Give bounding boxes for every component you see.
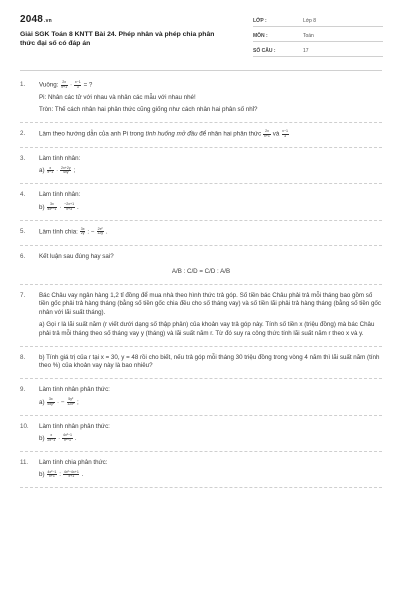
numerator: 4x²−1 [47, 469, 57, 474]
numerator: 2x [265, 129, 269, 134]
meta-value: Lớp 8 [303, 18, 317, 24]
meta-row-count [253, 46, 383, 57]
question-text [20, 292, 382, 317]
meta-value: 17 [303, 48, 309, 54]
logo-suffix: .vn [44, 18, 52, 24]
question-number: 1. [20, 81, 26, 88]
question-text [20, 191, 382, 199]
fraction [74, 81, 81, 89]
meta-info [253, 16, 383, 61]
operator: : − [87, 228, 95, 236]
numerator: 2x [62, 80, 67, 84]
question-number: 3. [20, 155, 26, 163]
logo-text: 2048 [20, 14, 44, 25]
part-label: b) [39, 435, 45, 443]
question-prompt: b) Tính giá trị của r tại x = 30, y = 48 rồi cho biết, nếu trả góp mỗi tháng 30 triệu đồng trong vòng 4 năm thì lãi suất năm (tính theo %) của khoản vay này là bao nhiêu? [39, 353, 380, 370]
denominator: x+1 [264, 133, 270, 138]
fraction [47, 471, 57, 479]
question-5[interactable] [20, 221, 382, 246]
question-prompt: Làm tính chia: [39, 228, 78, 236]
question-text [20, 386, 382, 394]
meta-row-subject [253, 31, 383, 42]
site-logo[interactable] [20, 14, 52, 25]
fraction [47, 167, 54, 175]
question-text [20, 253, 382, 261]
numerator: x [47, 167, 54, 172]
hint-pi: Pi: Nhân các tử với nhau và nhân các mẫu với nhau nhé! [39, 94, 196, 102]
numerator: 2x+2y [60, 165, 71, 170]
header-divider [20, 70, 382, 71]
numerator: x−1 [74, 80, 81, 84]
operator: · [56, 167, 59, 175]
question-number: 9. [20, 386, 26, 394]
question-expression [20, 166, 382, 175]
fraction [47, 398, 55, 406]
question-number: 7. [20, 291, 26, 299]
meta-key: SỐ CÂU : [253, 48, 276, 54]
question-text [20, 81, 382, 90]
question-expression [20, 470, 382, 479]
question-expression [20, 203, 382, 212]
part-label: a) [39, 398, 45, 406]
question-11[interactable] [20, 452, 382, 488]
meta-key: MÔN : [253, 33, 268, 39]
question-text [20, 459, 382, 467]
question-prompt: Làm tính nhân phân thức: [39, 422, 110, 430]
fraction [263, 130, 270, 138]
numerator: 2x² [97, 226, 103, 231]
meta-row-class [253, 16, 383, 27]
question-tail: = ? [83, 81, 93, 89]
numerator: 4x²−4x+1 [63, 469, 79, 474]
denominator: 3 [76, 84, 79, 89]
question-text [20, 354, 382, 371]
meta-value: Toán [303, 33, 314, 39]
denominator: x+1 [68, 474, 75, 479]
denominator: 12y [97, 231, 104, 236]
conjunction: và [272, 130, 280, 138]
numerator: 4x²−1 [62, 433, 73, 438]
numerator: 3x [47, 398, 55, 403]
part-label: b) [39, 471, 45, 479]
question-text-b: để nhân hai phân thức [199, 130, 262, 138]
question-prompt: Làm tính nhân phân thức: [39, 386, 110, 394]
fraction [47, 434, 56, 442]
fraction [64, 203, 75, 211]
fraction [47, 203, 57, 211]
header [20, 14, 382, 64]
fraction [97, 228, 104, 236]
meta-key: LỚP : [253, 18, 267, 24]
fraction [67, 398, 75, 406]
question-number: 5. [20, 227, 26, 235]
expression-end: ; [77, 398, 79, 406]
expression-end: . [105, 228, 108, 236]
denominator: x+1 [61, 84, 68, 89]
operator: · [69, 81, 73, 89]
fraction [282, 130, 289, 138]
question-number: 2. [20, 130, 26, 138]
question-paragraph-1: Bác Châu vay ngân hàng 1,2 tỉ đồng để mua nhà theo hình thức trả góp. Số tiền bác Châu phải trả mỗi tháng bao gồm số tiền gốc phải trả hàng tháng (bằng số tiền gốc chia đều cho số tháng vay) và số tiền lãi phải trả hàng tháng (bằng số tiền gốc nhân với lãi suất tháng). [39, 291, 381, 316]
fraction [60, 167, 71, 175]
denominator: 12x³ [67, 401, 75, 406]
question-number: 6. [20, 252, 26, 260]
fraction [62, 434, 72, 442]
question-2[interactable] [20, 123, 382, 148]
question-lead: Vuông: [39, 81, 59, 89]
denominator: 4xy [63, 170, 69, 175]
denominator: 4x²−1 [47, 206, 57, 211]
question-prompt: Làm tính nhân: [39, 155, 81, 163]
question-text [20, 228, 382, 237]
question-10[interactable] [20, 416, 382, 452]
denominator: x−1 [47, 170, 54, 175]
question-6[interactable] [20, 246, 382, 285]
expression-end: . [81, 471, 84, 479]
question-number: 11. [20, 459, 29, 467]
denominator: x²−1 [63, 437, 72, 442]
part-label: a) [39, 167, 45, 175]
numerator: x [47, 434, 56, 439]
question-text [20, 155, 382, 163]
question-3[interactable] [20, 148, 382, 184]
question-number: 10. [20, 422, 29, 430]
question-text-a: Làm theo hướng dẫn của anh Pi trong [39, 130, 144, 138]
expression-end: . [74, 435, 77, 443]
question-expression [20, 398, 382, 407]
operator: · [58, 435, 61, 443]
numerator: x−1 [282, 129, 289, 134]
numerator: −2x+1 [64, 201, 75, 206]
numerator: 5y² [68, 397, 74, 402]
question-1[interactable] [20, 74, 382, 123]
numerator: 3x [80, 226, 85, 231]
denominator: x+1 [48, 474, 55, 479]
fraction [80, 228, 85, 236]
question-7[interactable] [20, 285, 382, 347]
question-list [20, 74, 382, 488]
question-8[interactable] [20, 347, 382, 380]
question-text [20, 130, 382, 139]
denominator: x+3 [66, 206, 73, 211]
operator: : [59, 471, 61, 479]
question-number: 8. [20, 353, 26, 361]
hint-tron: Tròn: Thế cách nhân hai phân thức cũng giống như cách nhân hai phân số nhỉ? [39, 106, 258, 114]
question-formula: A/B : C/D = C/D : A/B [171, 267, 231, 275]
expression-end: . [76, 203, 79, 211]
question-9[interactable] [20, 379, 382, 415]
question-text-italic: tình huống mở đầu [145, 130, 198, 138]
denominator: 2y [80, 231, 85, 236]
question-text [20, 423, 382, 431]
fraction [63, 471, 79, 479]
question-prompt: Kết luận sau đúng hay sai? [39, 252, 114, 260]
question-paragraph-2: a) Gọi r là lãi suất năm (r viết dưới dạng số thập phân) của khoản vay trả góp này. Tính số tiền x (triệu đồng) mà bác Châu phải trả mỗi tháng theo số tháng vay y (tháng) và lãi suất năm r. Từ đó suy ra công thức tính lãi suất năm r theo x và y. [39, 320, 375, 337]
denominator: 2x−1 [47, 437, 56, 442]
question-4[interactable] [20, 184, 382, 220]
fraction [61, 81, 68, 89]
document-title: Giải SGK Toán 8 KNTT Bài 24. Phép nhân và phép chia phân thức đại số có đáp án [20, 31, 215, 47]
operator: · − [56, 398, 65, 406]
denominator: 3 [284, 133, 287, 138]
question-number: 4. [20, 191, 26, 199]
part-label: b) [39, 203, 45, 211]
question-prompt: Làm tính chia phân thức: [39, 459, 108, 467]
denominator: 5xy² [47, 401, 55, 406]
expression-end: ; [73, 167, 76, 175]
operator: · [59, 203, 62, 211]
numerator: 3x [47, 203, 57, 208]
question-expression [20, 434, 382, 443]
question-prompt: Làm tính nhân: [39, 191, 81, 199]
